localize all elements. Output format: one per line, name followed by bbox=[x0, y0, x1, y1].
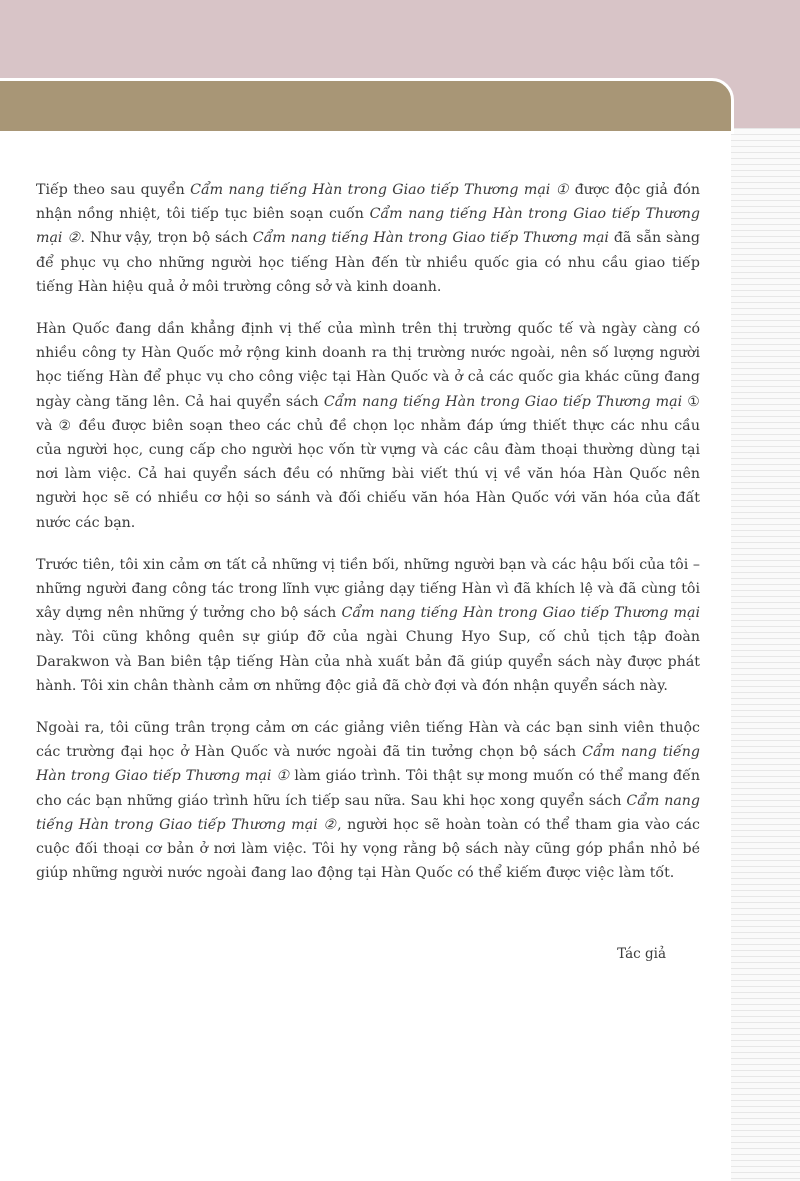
paragraph-4 bbox=[36, 716, 700, 885]
book-title: Cẩm nang tiếng Hàn trong Giao tiếp Thương mại ② bbox=[36, 206, 700, 247]
text-run: ① và ② đều được biên soạn theo các chủ đề chọn lọc nhằm đáp ứng thiết thực các nhu cầu của người học, cung cấp cho người học vốn từ vựng và các câu đàm thoại thường dùng tại nơi làm việc. Cả hai quyển sách đều có những bài viết thú vị về văn hóa Hàn Quốc nên người học sẽ có nhiều cơ hội so sánh và đối chiếu văn hóa Hàn Quốc với văn hóa của đất nước các bạn. bbox=[36, 393, 700, 531]
book-title: Cẩm nang tiếng Hàn trong Giao tiếp Thương mại ① bbox=[190, 182, 570, 198]
header-bar bbox=[0, 78, 734, 134]
text-run: này. Tôi cũng không quên sự giúp đỡ của ngài Chung Hyo Sup, cố chủ tịch tập đoàn Darakwon và Ban biên tập tiếng Hàn của nhà xuất bản đã giúp quyển sách này được phát hành. Tôi xin chân thành cảm ơn những độc giả đã chờ đợi và đón nhận quyển sách này. bbox=[36, 629, 700, 694]
book-title: Cẩm nang tiếng Hàn trong Giao tiếp Thương mại bbox=[341, 605, 700, 622]
text-run: đã sẵn sàng để phục vụ cho những người học tiếng Hàn đến từ nhiều quốc gia có nhu cầu giao tiếp tiếng Hàn hiệu quả ở môi trường công sở và kinh doanh. bbox=[36, 230, 701, 295]
text-run: , người học sẽ hoàn toàn có thể tham gia vào các cuộc đối thoại cơ bản ở nơi làm việc. Tôi hy vọng rằng bộ sách này cũng góp phần nhỏ bé giúp những người nước ngoài đang lao động tại Hàn Quốc có thể kiếm được việc làm tốt. bbox=[36, 816, 701, 882]
author-signature: Tác giả bbox=[617, 946, 666, 962]
text-run: Ngoài ra, tôi cũng trân trọng cảm ơn các giảng viên tiếng Hàn và các bạn sinh viên thuộc các trường đại học ở Hàn Quốc và nước ngoài đã tin tưởng chọn bộ sách bbox=[36, 720, 700, 761]
book-title: Cẩm nang tiếng Hàn trong Giao tiếp Thương mại bbox=[323, 393, 683, 410]
text-run: làm giáo trình. Tôi thật sự mong muốn có thể mang đến cho các bạn những giáo trình hữu ích tiếp sau nữa. Sau khi học xong quyển sách bbox=[36, 768, 700, 809]
text-run: được độc giả đón nhận nồng nhiệt, tôi tiếp tục biên soạn cuốn bbox=[36, 182, 700, 223]
preface-body bbox=[36, 178, 700, 903]
paragraph-3 bbox=[36, 553, 700, 698]
paragraph-1 bbox=[36, 178, 700, 299]
text-run: Trước tiên, tôi xin cảm ơn tất cả những vị tiền bối, những người bạn và các hậu bối của tôi – những người đang công tác trong lĩnh vực giảng dạy tiếng Hàn vì đã khích lệ và đã cùng tôi xây dựng nên những ý tưởng cho bộ sách bbox=[36, 556, 700, 622]
book-title: Cẩm nang tiếng Hàn trong Giao tiếp Thương mại bbox=[252, 230, 609, 247]
text-run: . Như vậy, trọn bộ sách bbox=[80, 230, 253, 247]
text-run: Tiếp theo sau quyển bbox=[36, 182, 191, 198]
paragraph-2 bbox=[36, 317, 700, 535]
book-title: Cẩm nang tiếng Hàn trong Giao tiếp Thương mại ① bbox=[36, 744, 700, 785]
text-run: Hàn Quốc đang dần khẳng định vị thế của mình trên thị trường quốc tế và ngày càng có nhiều công ty Hàn Quốc mở rộng kinh doanh ra thị trường nước ngoài, nên số lượng người học tiếng Hàn để phục vụ cho công việc tại Hàn Quốc và ở cả các quốc gia khác cũng đang ngày càng tăng lên. Cả hai quyển sách bbox=[36, 321, 700, 410]
book-title: Cẩm nang tiếng Hàn trong Giao tiếp Thương mại ② bbox=[36, 792, 701, 833]
